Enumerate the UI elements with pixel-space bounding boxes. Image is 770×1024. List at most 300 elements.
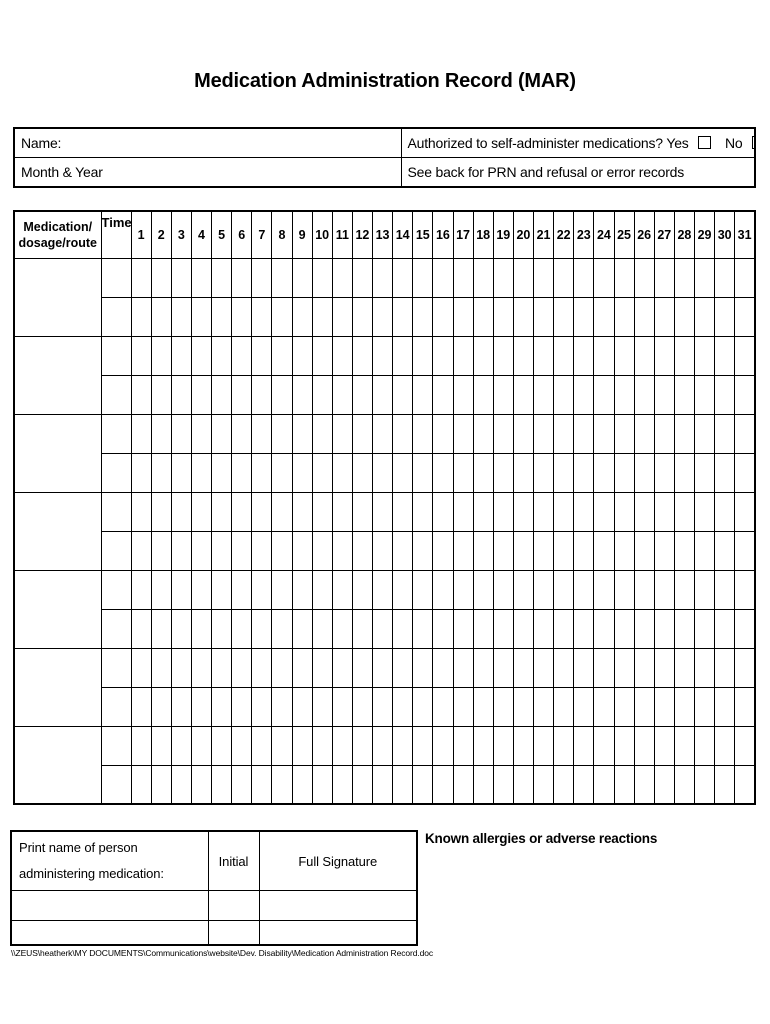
day-cell[interactable] <box>151 687 171 726</box>
day-cell[interactable] <box>131 492 151 531</box>
day-cell[interactable] <box>735 687 755 726</box>
day-cell[interactable] <box>534 726 554 765</box>
day-cell[interactable] <box>513 648 533 687</box>
day-cell[interactable] <box>534 336 554 375</box>
day-cell[interactable] <box>151 531 171 570</box>
day-cell[interactable] <box>493 648 513 687</box>
day-cell[interactable] <box>332 531 352 570</box>
day-cell[interactable] <box>171 765 191 804</box>
day-cell[interactable] <box>735 531 755 570</box>
day-cell[interactable] <box>292 297 312 336</box>
day-cell[interactable] <box>191 258 211 297</box>
day-cell[interactable] <box>453 453 473 492</box>
day-cell[interactable] <box>171 492 191 531</box>
day-cell[interactable] <box>292 414 312 453</box>
day-cell[interactable] <box>695 375 715 414</box>
day-cell[interactable] <box>574 492 594 531</box>
day-cell[interactable] <box>493 492 513 531</box>
day-cell[interactable] <box>634 375 654 414</box>
day-cell[interactable] <box>493 414 513 453</box>
day-cell[interactable] <box>352 297 372 336</box>
day-cell[interactable] <box>493 531 513 570</box>
day-cell[interactable] <box>554 531 574 570</box>
day-cell[interactable] <box>151 453 171 492</box>
day-cell[interactable] <box>151 492 171 531</box>
day-cell[interactable] <box>695 687 715 726</box>
day-cell[interactable] <box>654 648 674 687</box>
day-cell[interactable] <box>493 765 513 804</box>
day-cell[interactable] <box>272 726 292 765</box>
day-cell[interactable] <box>352 453 372 492</box>
day-cell[interactable] <box>212 648 232 687</box>
day-cell[interactable] <box>292 531 312 570</box>
day-cell[interactable] <box>171 687 191 726</box>
day-cell[interactable] <box>534 414 554 453</box>
day-cell[interactable] <box>594 570 614 609</box>
day-cell[interactable] <box>715 531 735 570</box>
day-cell[interactable] <box>312 570 332 609</box>
day-cell[interactable] <box>373 453 393 492</box>
day-cell[interactable] <box>433 336 453 375</box>
day-cell[interactable] <box>232 609 252 648</box>
day-cell[interactable] <box>634 453 654 492</box>
day-cell[interactable] <box>373 531 393 570</box>
time-cell[interactable] <box>101 297 131 336</box>
day-cell[interactable] <box>232 687 252 726</box>
day-cell[interactable] <box>534 765 554 804</box>
day-cell[interactable] <box>614 453 634 492</box>
day-cell[interactable] <box>171 531 191 570</box>
time-cell[interactable] <box>101 531 131 570</box>
day-cell[interactable] <box>453 492 473 531</box>
day-cell[interactable] <box>735 375 755 414</box>
day-cell[interactable] <box>715 414 735 453</box>
day-cell[interactable] <box>473 570 493 609</box>
day-cell[interactable] <box>674 297 694 336</box>
day-cell[interactable] <box>554 765 574 804</box>
day-cell[interactable] <box>735 453 755 492</box>
day-cell[interactable] <box>131 414 151 453</box>
day-cell[interactable] <box>373 297 393 336</box>
day-cell[interactable] <box>574 648 594 687</box>
day-cell[interactable] <box>433 687 453 726</box>
day-cell[interactable] <box>272 531 292 570</box>
day-cell[interactable] <box>252 765 272 804</box>
day-cell[interactable] <box>332 453 352 492</box>
day-cell[interactable] <box>614 531 634 570</box>
day-cell[interactable] <box>473 531 493 570</box>
day-cell[interactable] <box>131 726 151 765</box>
medication-cell[interactable] <box>14 258 101 336</box>
day-cell[interactable] <box>614 492 634 531</box>
day-cell[interactable] <box>272 609 292 648</box>
day-cell[interactable] <box>715 297 735 336</box>
day-cell[interactable] <box>373 258 393 297</box>
day-cell[interactable] <box>453 687 473 726</box>
day-cell[interactable] <box>493 726 513 765</box>
day-cell[interactable] <box>131 531 151 570</box>
day-cell[interactable] <box>131 297 151 336</box>
day-cell[interactable] <box>151 414 171 453</box>
day-cell[interactable] <box>453 609 473 648</box>
day-cell[interactable] <box>534 531 554 570</box>
day-cell[interactable] <box>292 453 312 492</box>
day-cell[interactable] <box>513 570 533 609</box>
day-cell[interactable] <box>594 609 614 648</box>
day-cell[interactable] <box>554 414 574 453</box>
day-cell[interactable] <box>634 414 654 453</box>
day-cell[interactable] <box>513 414 533 453</box>
day-cell[interactable] <box>393 765 413 804</box>
medication-cell[interactable] <box>14 570 101 648</box>
day-cell[interactable] <box>332 492 352 531</box>
day-cell[interactable] <box>473 492 493 531</box>
time-cell[interactable] <box>101 492 131 531</box>
day-cell[interactable] <box>292 648 312 687</box>
day-cell[interactable] <box>594 375 614 414</box>
day-cell[interactable] <box>513 375 533 414</box>
day-cell[interactable] <box>594 414 614 453</box>
day-cell[interactable] <box>393 297 413 336</box>
day-cell[interactable] <box>695 765 715 804</box>
day-cell[interactable] <box>433 570 453 609</box>
day-cell[interactable] <box>513 609 533 648</box>
day-cell[interactable] <box>473 297 493 336</box>
day-cell[interactable] <box>594 726 614 765</box>
day-cell[interactable] <box>212 414 232 453</box>
day-cell[interactable] <box>513 726 533 765</box>
day-cell[interactable] <box>654 570 674 609</box>
day-cell[interactable] <box>212 297 232 336</box>
day-cell[interactable] <box>191 765 211 804</box>
day-cell[interactable] <box>393 492 413 531</box>
day-cell[interactable] <box>634 726 654 765</box>
day-cell[interactable] <box>373 336 393 375</box>
day-cell[interactable] <box>654 726 674 765</box>
day-cell[interactable] <box>272 453 292 492</box>
day-cell[interactable] <box>594 687 614 726</box>
day-cell[interactable] <box>191 726 211 765</box>
day-cell[interactable] <box>554 258 574 297</box>
day-cell[interactable] <box>352 648 372 687</box>
day-cell[interactable] <box>212 453 232 492</box>
day-cell[interactable] <box>695 297 715 336</box>
day-cell[interactable] <box>654 375 674 414</box>
day-cell[interactable] <box>654 687 674 726</box>
day-cell[interactable] <box>332 570 352 609</box>
day-cell[interactable] <box>473 687 493 726</box>
time-cell[interactable] <box>101 453 131 492</box>
day-cell[interactable] <box>373 492 393 531</box>
day-cell[interactable] <box>292 492 312 531</box>
day-cell[interactable] <box>574 726 594 765</box>
no-checkbox[interactable] <box>752 136 755 149</box>
day-cell[interactable] <box>352 258 372 297</box>
day-cell[interactable] <box>212 258 232 297</box>
day-cell[interactable] <box>292 726 312 765</box>
day-cell[interactable] <box>191 648 211 687</box>
day-cell[interactable] <box>212 531 232 570</box>
day-cell[interactable] <box>453 258 473 297</box>
day-cell[interactable] <box>332 297 352 336</box>
day-cell[interactable] <box>493 453 513 492</box>
day-cell[interactable] <box>554 336 574 375</box>
day-cell[interactable] <box>171 726 191 765</box>
day-cell[interactable] <box>453 765 473 804</box>
time-cell[interactable] <box>101 375 131 414</box>
day-cell[interactable] <box>574 687 594 726</box>
day-cell[interactable] <box>534 570 554 609</box>
day-cell[interactable] <box>413 336 433 375</box>
day-cell[interactable] <box>715 687 735 726</box>
day-cell[interactable] <box>574 531 594 570</box>
day-cell[interactable] <box>453 726 473 765</box>
day-cell[interactable] <box>433 375 453 414</box>
day-cell[interactable] <box>393 726 413 765</box>
day-cell[interactable] <box>332 726 352 765</box>
day-cell[interactable] <box>674 414 694 453</box>
day-cell[interactable] <box>131 375 151 414</box>
day-cell[interactable] <box>674 648 694 687</box>
day-cell[interactable] <box>433 258 453 297</box>
day-cell[interactable] <box>373 375 393 414</box>
day-cell[interactable] <box>634 609 654 648</box>
day-cell[interactable] <box>493 570 513 609</box>
day-cell[interactable] <box>131 453 151 492</box>
day-cell[interactable] <box>554 609 574 648</box>
day-cell[interactable] <box>574 453 594 492</box>
day-cell[interactable] <box>594 531 614 570</box>
day-cell[interactable] <box>735 609 755 648</box>
day-cell[interactable] <box>151 375 171 414</box>
day-cell[interactable] <box>373 765 393 804</box>
day-cell[interactable] <box>513 687 533 726</box>
day-cell[interactable] <box>352 687 372 726</box>
day-cell[interactable] <box>171 297 191 336</box>
initial-cell[interactable] <box>208 921 259 945</box>
day-cell[interactable] <box>534 648 554 687</box>
day-cell[interactable] <box>393 570 413 609</box>
day-cell[interactable] <box>352 414 372 453</box>
day-cell[interactable] <box>453 648 473 687</box>
day-cell[interactable] <box>151 726 171 765</box>
day-cell[interactable] <box>715 726 735 765</box>
day-cell[interactable] <box>332 609 352 648</box>
day-cell[interactable] <box>332 765 352 804</box>
day-cell[interactable] <box>191 336 211 375</box>
day-cell[interactable] <box>413 570 433 609</box>
day-cell[interactable] <box>594 648 614 687</box>
day-cell[interactable] <box>513 297 533 336</box>
day-cell[interactable] <box>212 492 232 531</box>
day-cell[interactable] <box>513 336 533 375</box>
day-cell[interactable] <box>614 648 634 687</box>
day-cell[interactable] <box>151 648 171 687</box>
day-cell[interactable] <box>473 609 493 648</box>
time-cell[interactable] <box>101 648 131 687</box>
day-cell[interactable] <box>433 531 453 570</box>
day-cell[interactable] <box>312 687 332 726</box>
day-cell[interactable] <box>574 609 594 648</box>
day-cell[interactable] <box>393 375 413 414</box>
day-cell[interactable] <box>614 258 634 297</box>
day-cell[interactable] <box>413 609 433 648</box>
day-cell[interactable] <box>453 375 473 414</box>
day-cell[interactable] <box>493 297 513 336</box>
day-cell[interactable] <box>735 726 755 765</box>
day-cell[interactable] <box>312 453 332 492</box>
day-cell[interactable] <box>513 492 533 531</box>
day-cell[interactable] <box>695 726 715 765</box>
day-cell[interactable] <box>634 531 654 570</box>
day-cell[interactable] <box>433 453 453 492</box>
day-cell[interactable] <box>252 687 272 726</box>
day-cell[interactable] <box>534 492 554 531</box>
day-cell[interactable] <box>232 375 252 414</box>
day-cell[interactable] <box>171 375 191 414</box>
day-cell[interactable] <box>191 609 211 648</box>
day-cell[interactable] <box>654 414 674 453</box>
time-cell[interactable] <box>101 726 131 765</box>
day-cell[interactable] <box>614 570 634 609</box>
day-cell[interactable] <box>735 492 755 531</box>
day-cell[interactable] <box>332 414 352 453</box>
day-cell[interactable] <box>513 258 533 297</box>
time-cell[interactable] <box>101 336 131 375</box>
day-cell[interactable] <box>473 375 493 414</box>
day-cell[interactable] <box>674 258 694 297</box>
day-cell[interactable] <box>574 375 594 414</box>
day-cell[interactable] <box>513 453 533 492</box>
day-cell[interactable] <box>715 765 735 804</box>
day-cell[interactable] <box>191 414 211 453</box>
day-cell[interactable] <box>332 336 352 375</box>
day-cell[interactable] <box>171 609 191 648</box>
day-cell[interactable] <box>534 687 554 726</box>
medication-cell[interactable] <box>14 492 101 570</box>
day-cell[interactable] <box>654 258 674 297</box>
day-cell[interactable] <box>614 414 634 453</box>
day-cell[interactable] <box>352 375 372 414</box>
day-cell[interactable] <box>272 336 292 375</box>
day-cell[interactable] <box>493 375 513 414</box>
day-cell[interactable] <box>654 492 674 531</box>
day-cell[interactable] <box>674 687 694 726</box>
day-cell[interactable] <box>131 609 151 648</box>
time-cell[interactable] <box>101 687 131 726</box>
day-cell[interactable] <box>131 765 151 804</box>
day-cell[interactable] <box>171 648 191 687</box>
day-cell[interactable] <box>574 570 594 609</box>
day-cell[interactable] <box>574 258 594 297</box>
day-cell[interactable] <box>554 726 574 765</box>
day-cell[interactable] <box>554 453 574 492</box>
day-cell[interactable] <box>695 336 715 375</box>
day-cell[interactable] <box>232 648 252 687</box>
day-cell[interactable] <box>674 609 694 648</box>
medication-cell[interactable] <box>14 336 101 414</box>
day-cell[interactable] <box>534 453 554 492</box>
day-cell[interactable] <box>554 492 574 531</box>
day-cell[interactable] <box>272 765 292 804</box>
day-cell[interactable] <box>212 765 232 804</box>
day-cell[interactable] <box>594 765 614 804</box>
day-cell[interactable] <box>393 414 413 453</box>
day-cell[interactable] <box>413 414 433 453</box>
day-cell[interactable] <box>674 336 694 375</box>
day-cell[interactable] <box>634 258 654 297</box>
day-cell[interactable] <box>674 453 694 492</box>
print-name-cell[interactable] <box>11 921 208 945</box>
day-cell[interactable] <box>594 492 614 531</box>
day-cell[interactable] <box>534 375 554 414</box>
day-cell[interactable] <box>634 297 654 336</box>
day-cell[interactable] <box>413 297 433 336</box>
day-cell[interactable] <box>634 765 654 804</box>
day-cell[interactable] <box>735 297 755 336</box>
day-cell[interactable] <box>272 492 292 531</box>
day-cell[interactable] <box>171 453 191 492</box>
day-cell[interactable] <box>292 765 312 804</box>
day-cell[interactable] <box>292 609 312 648</box>
day-cell[interactable] <box>654 297 674 336</box>
day-cell[interactable] <box>312 297 332 336</box>
day-cell[interactable] <box>473 726 493 765</box>
day-cell[interactable] <box>252 336 272 375</box>
day-cell[interactable] <box>695 258 715 297</box>
day-cell[interactable] <box>393 453 413 492</box>
day-cell[interactable] <box>735 570 755 609</box>
day-cell[interactable] <box>272 648 292 687</box>
yes-checkbox[interactable] <box>698 136 711 149</box>
day-cell[interactable] <box>715 609 735 648</box>
day-cell[interactable] <box>614 297 634 336</box>
day-cell[interactable] <box>735 414 755 453</box>
day-cell[interactable] <box>131 258 151 297</box>
day-cell[interactable] <box>312 531 332 570</box>
day-cell[interactable] <box>715 258 735 297</box>
day-cell[interactable] <box>312 258 332 297</box>
day-cell[interactable] <box>252 492 272 531</box>
day-cell[interactable] <box>312 492 332 531</box>
day-cell[interactable] <box>312 414 332 453</box>
day-cell[interactable] <box>171 258 191 297</box>
day-cell[interactable] <box>735 765 755 804</box>
day-cell[interactable] <box>191 531 211 570</box>
day-cell[interactable] <box>312 726 332 765</box>
signature-cell[interactable] <box>259 891 417 921</box>
day-cell[interactable] <box>715 336 735 375</box>
day-cell[interactable] <box>473 765 493 804</box>
day-cell[interactable] <box>695 453 715 492</box>
day-cell[interactable] <box>373 414 393 453</box>
day-cell[interactable] <box>312 765 332 804</box>
day-cell[interactable] <box>232 726 252 765</box>
initial-cell[interactable] <box>208 891 259 921</box>
day-cell[interactable] <box>654 453 674 492</box>
day-cell[interactable] <box>594 336 614 375</box>
day-cell[interactable] <box>272 375 292 414</box>
day-cell[interactable] <box>352 570 372 609</box>
day-cell[interactable] <box>373 570 393 609</box>
day-cell[interactable] <box>534 609 554 648</box>
day-cell[interactable] <box>634 570 654 609</box>
day-cell[interactable] <box>232 414 252 453</box>
medication-cell[interactable] <box>14 726 101 804</box>
day-cell[interactable] <box>654 765 674 804</box>
day-cell[interactable] <box>312 648 332 687</box>
day-cell[interactable] <box>151 570 171 609</box>
